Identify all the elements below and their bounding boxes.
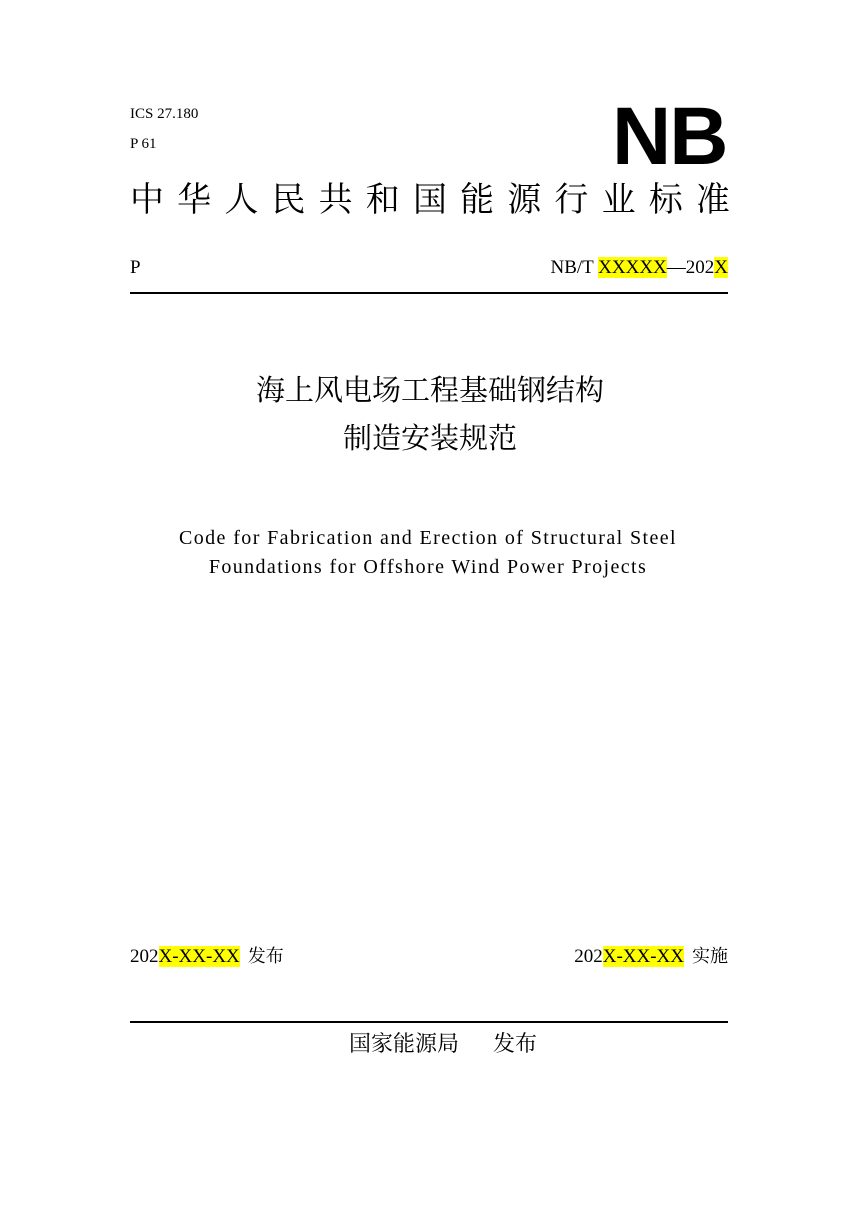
nb-logo: NB [612,91,727,182]
standard-type-char: 共 [318,180,353,220]
category-letter: P [130,257,141,278]
bottom-divider [130,1021,728,1023]
publish-year-prefix: 202 [130,946,159,967]
standard-number-prefix: NB/T [550,257,599,278]
effective-date-placeholder: X-XX-XX [602,946,684,967]
issuer-action: 发布 [493,1032,538,1057]
title-english-line-2: Foundations for Offshore Wind Power Projects [208,556,648,578]
publish-date-placeholder: X-XX-XX [158,946,240,967]
standard-number-year: —202 [666,257,715,278]
standard-type-char: 和 [365,180,400,220]
publish-label: 发布 [247,946,284,967]
standard-number-year-suffix: X [714,257,728,278]
standard-type-char: 人 [224,180,259,220]
standard-number [550,256,728,280]
ics-code: ICS 27.180 [130,106,199,122]
standard-type-char: 准 [695,180,730,220]
issuer-name: 国家能源局 [348,1032,459,1057]
effective-date [574,944,728,970]
standard-type-char: 源 [507,180,542,220]
standard-type-char: 业 [601,180,636,220]
standard-number-code: XXXXX [598,257,667,278]
standard-type-heading [130,178,730,222]
ccs-code: P 61 [130,136,157,152]
issuer [0,1030,860,1060]
standard-type-char: 标 [648,180,683,220]
standard-type-char: 行 [554,180,589,220]
title-chinese-line-1: 海上风电场工程基础钢结构 [255,373,604,407]
standard-type-char: 能 [460,180,495,220]
effective-label: 实施 [692,946,728,967]
standard-type-char: 华 [177,180,212,220]
top-divider [130,292,728,294]
effective-year-prefix: 202 [574,946,603,967]
title-english-line-1: Code for Fabrication and Erection of Structural Steel [179,527,677,549]
standard-type-char: 中 [130,180,164,220]
publish-date [130,944,284,970]
title-chinese-line-2: 制造安装规范 [342,421,517,455]
standard-type-char: 民 [271,180,306,220]
standard-type-char: 国 [412,180,447,220]
